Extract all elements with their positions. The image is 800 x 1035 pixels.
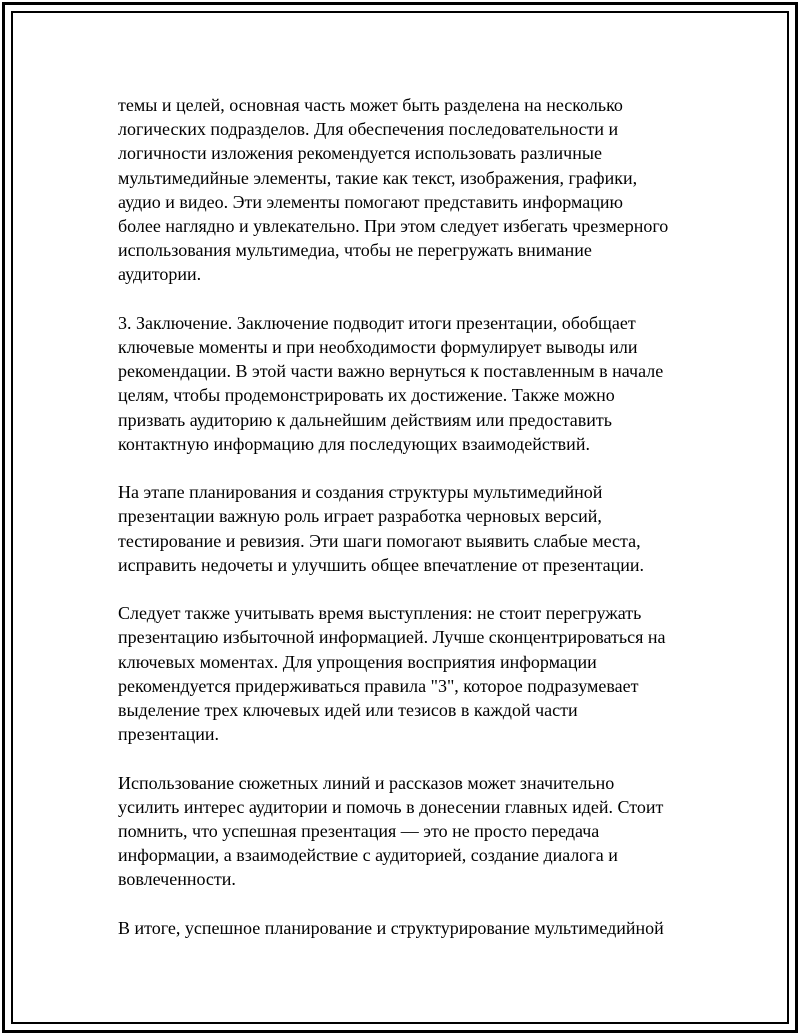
text-line: В итоге, успешное планирование и структурирование мультимедийной [118,917,664,938]
paragraph-planning-stage [118,480,698,577]
text-line: тестирование и ревизия. Эти шаги помогают выявить слабые места, [118,530,641,551]
text-line: усилить интерес аудитории и помочь в донесении главных идей. Стоит [118,796,664,817]
text-line: Использование сюжетных линий и рассказов может значительно [118,772,615,793]
text-line: информации, а взаимодействие с аудиторией, создание диалога и [118,845,618,866]
document-body [118,93,698,964]
text-line: презентации. [118,724,220,745]
text-line: более наглядно и увлекательно. При этом следует избегать чрезмерного [118,216,669,237]
paragraph-timing [118,601,698,746]
text-line: вовлеченности. [118,869,236,890]
paragraph-storytelling [118,771,698,892]
text-line: контактную информацию для последующих взаимодействий. [118,433,590,454]
text-line: исправить недочеты и улучшить общее впечатление от презентации. [118,554,645,575]
text-line: логичности изложения рекомендуется использовать различные [118,143,602,164]
text-line: целям, чтобы продемонстрировать их достижение. Также можно [118,385,615,406]
text-line: помнить, что успешная презентация — это не просто передача [118,821,600,842]
text-line: презентацию избыточной информацией. Лучше сконцентрироваться на [118,627,666,648]
text-line: аудио и видео. Эти элементы помогают представить информацию [118,191,623,212]
text-line: призвать аудиторию к дальнейшим действиям или предоставить [118,409,613,430]
text-line: ключевых моментах. Для упрощения восприятия информации [118,651,597,672]
text-line: использования мультимедиа, чтобы не перегружать внимание [118,240,592,261]
text-line: темы и целей, основная часть может быть разделена на несколько [118,95,623,115]
text-line: мультимедийные элементы, такие как текст, изображения, графики, [118,167,638,188]
paragraph-summary [118,916,698,940]
text-line: выделение трех ключевых идей или тезисов в каждой части [118,700,578,721]
text-line: рекомендации. В этой части важно вернуться к поставленным в начале [118,361,664,382]
paragraph-conclusion [118,311,698,456]
text-line: презентации важную роль играет разработка черновых версий, [118,506,602,527]
text-line: ключевые моменты и при необходимости формулирует выводы или [118,337,638,358]
text-line: логических подразделов. Для обеспечения последовательности и [118,119,619,140]
text-line: На этапе планирования и создания структуры мультимедийной [118,482,603,503]
text-line: рекомендуется придерживаться правила "3", которое подразумевает [118,675,639,696]
text-line: 3. Заключение. Заключение подводит итоги презентации, обобщает [118,312,636,333]
text-line: Следует также учитывать время выступления: не стоит перегружать [118,603,642,624]
paragraph-main-part-continuation [118,93,698,287]
text-line: аудитории. [118,264,202,285]
